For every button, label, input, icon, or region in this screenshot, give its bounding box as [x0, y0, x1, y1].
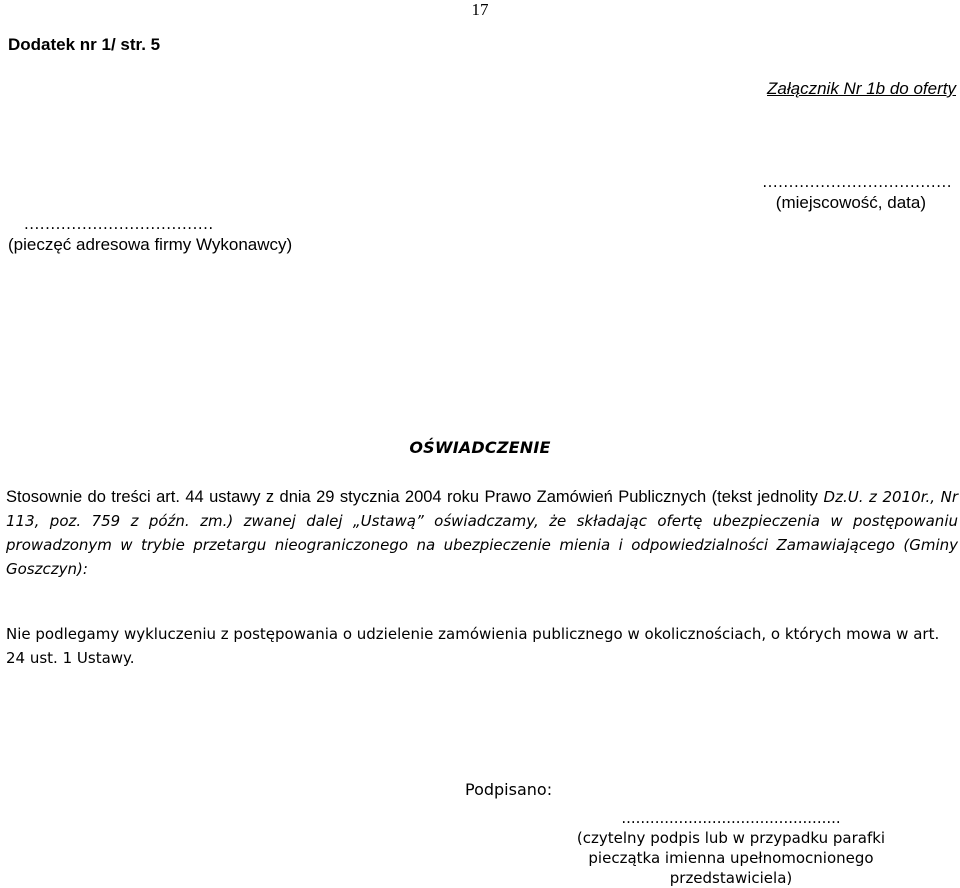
place-date-dots: ....................................: [762, 173, 952, 191]
place-date-label: (miejscowość, data): [775, 193, 926, 212]
document-header: Dodatek nr 1/ str. 5: [8, 35, 161, 54]
stamp-label: (pieczęć adresowa firmy Wykonawcy): [8, 235, 293, 254]
signature-caption: (czytelny podpis lub w przypadku parafki pieczątka imienna upełnomocnionego przedstawiciela): [576, 829, 886, 887]
stamp-dots: ....................................: [24, 215, 214, 233]
annex-label: Załącznik Nr 1b do oferty: [767, 79, 956, 98]
signature-block: [562, 808, 900, 888]
intro-part-upright: Stosownie do treści art. 44 ustawy z dnia 29 stycznia 2004 roku Prawo Zamówień Publicznych (tekst jednolity: [6, 488, 818, 506]
signed-label: Podpisano:: [465, 780, 553, 799]
intro-part-italic: Dz.U. z 2010r., Nr 113, poz. 759 z późn. zm.) zwanej dalej „Ustawą” oświadczamy, że składając ofertę ubezpieczenia w postępowaniu prowadzonym w trybie przetargu nieograniczonego na ubezpieczenie mienia i odpowiedzialności Zamawiającego (Gminy Goszczyn):: [6, 488, 958, 578]
document-title: OŚWIADCZENIE: [409, 438, 551, 457]
page-number: 17: [471, 0, 489, 19]
signature-dots: ..............................................: [621, 809, 841, 827]
statement-paragraph: Nie podlegamy wykluczeniu z postępowania o udzielenie zamówienia publicznego w okolicznościach, o których mowa w art. 24 ust. 1 Ustawy.: [6, 625, 940, 667]
intro-paragraph: [6, 485, 958, 581]
